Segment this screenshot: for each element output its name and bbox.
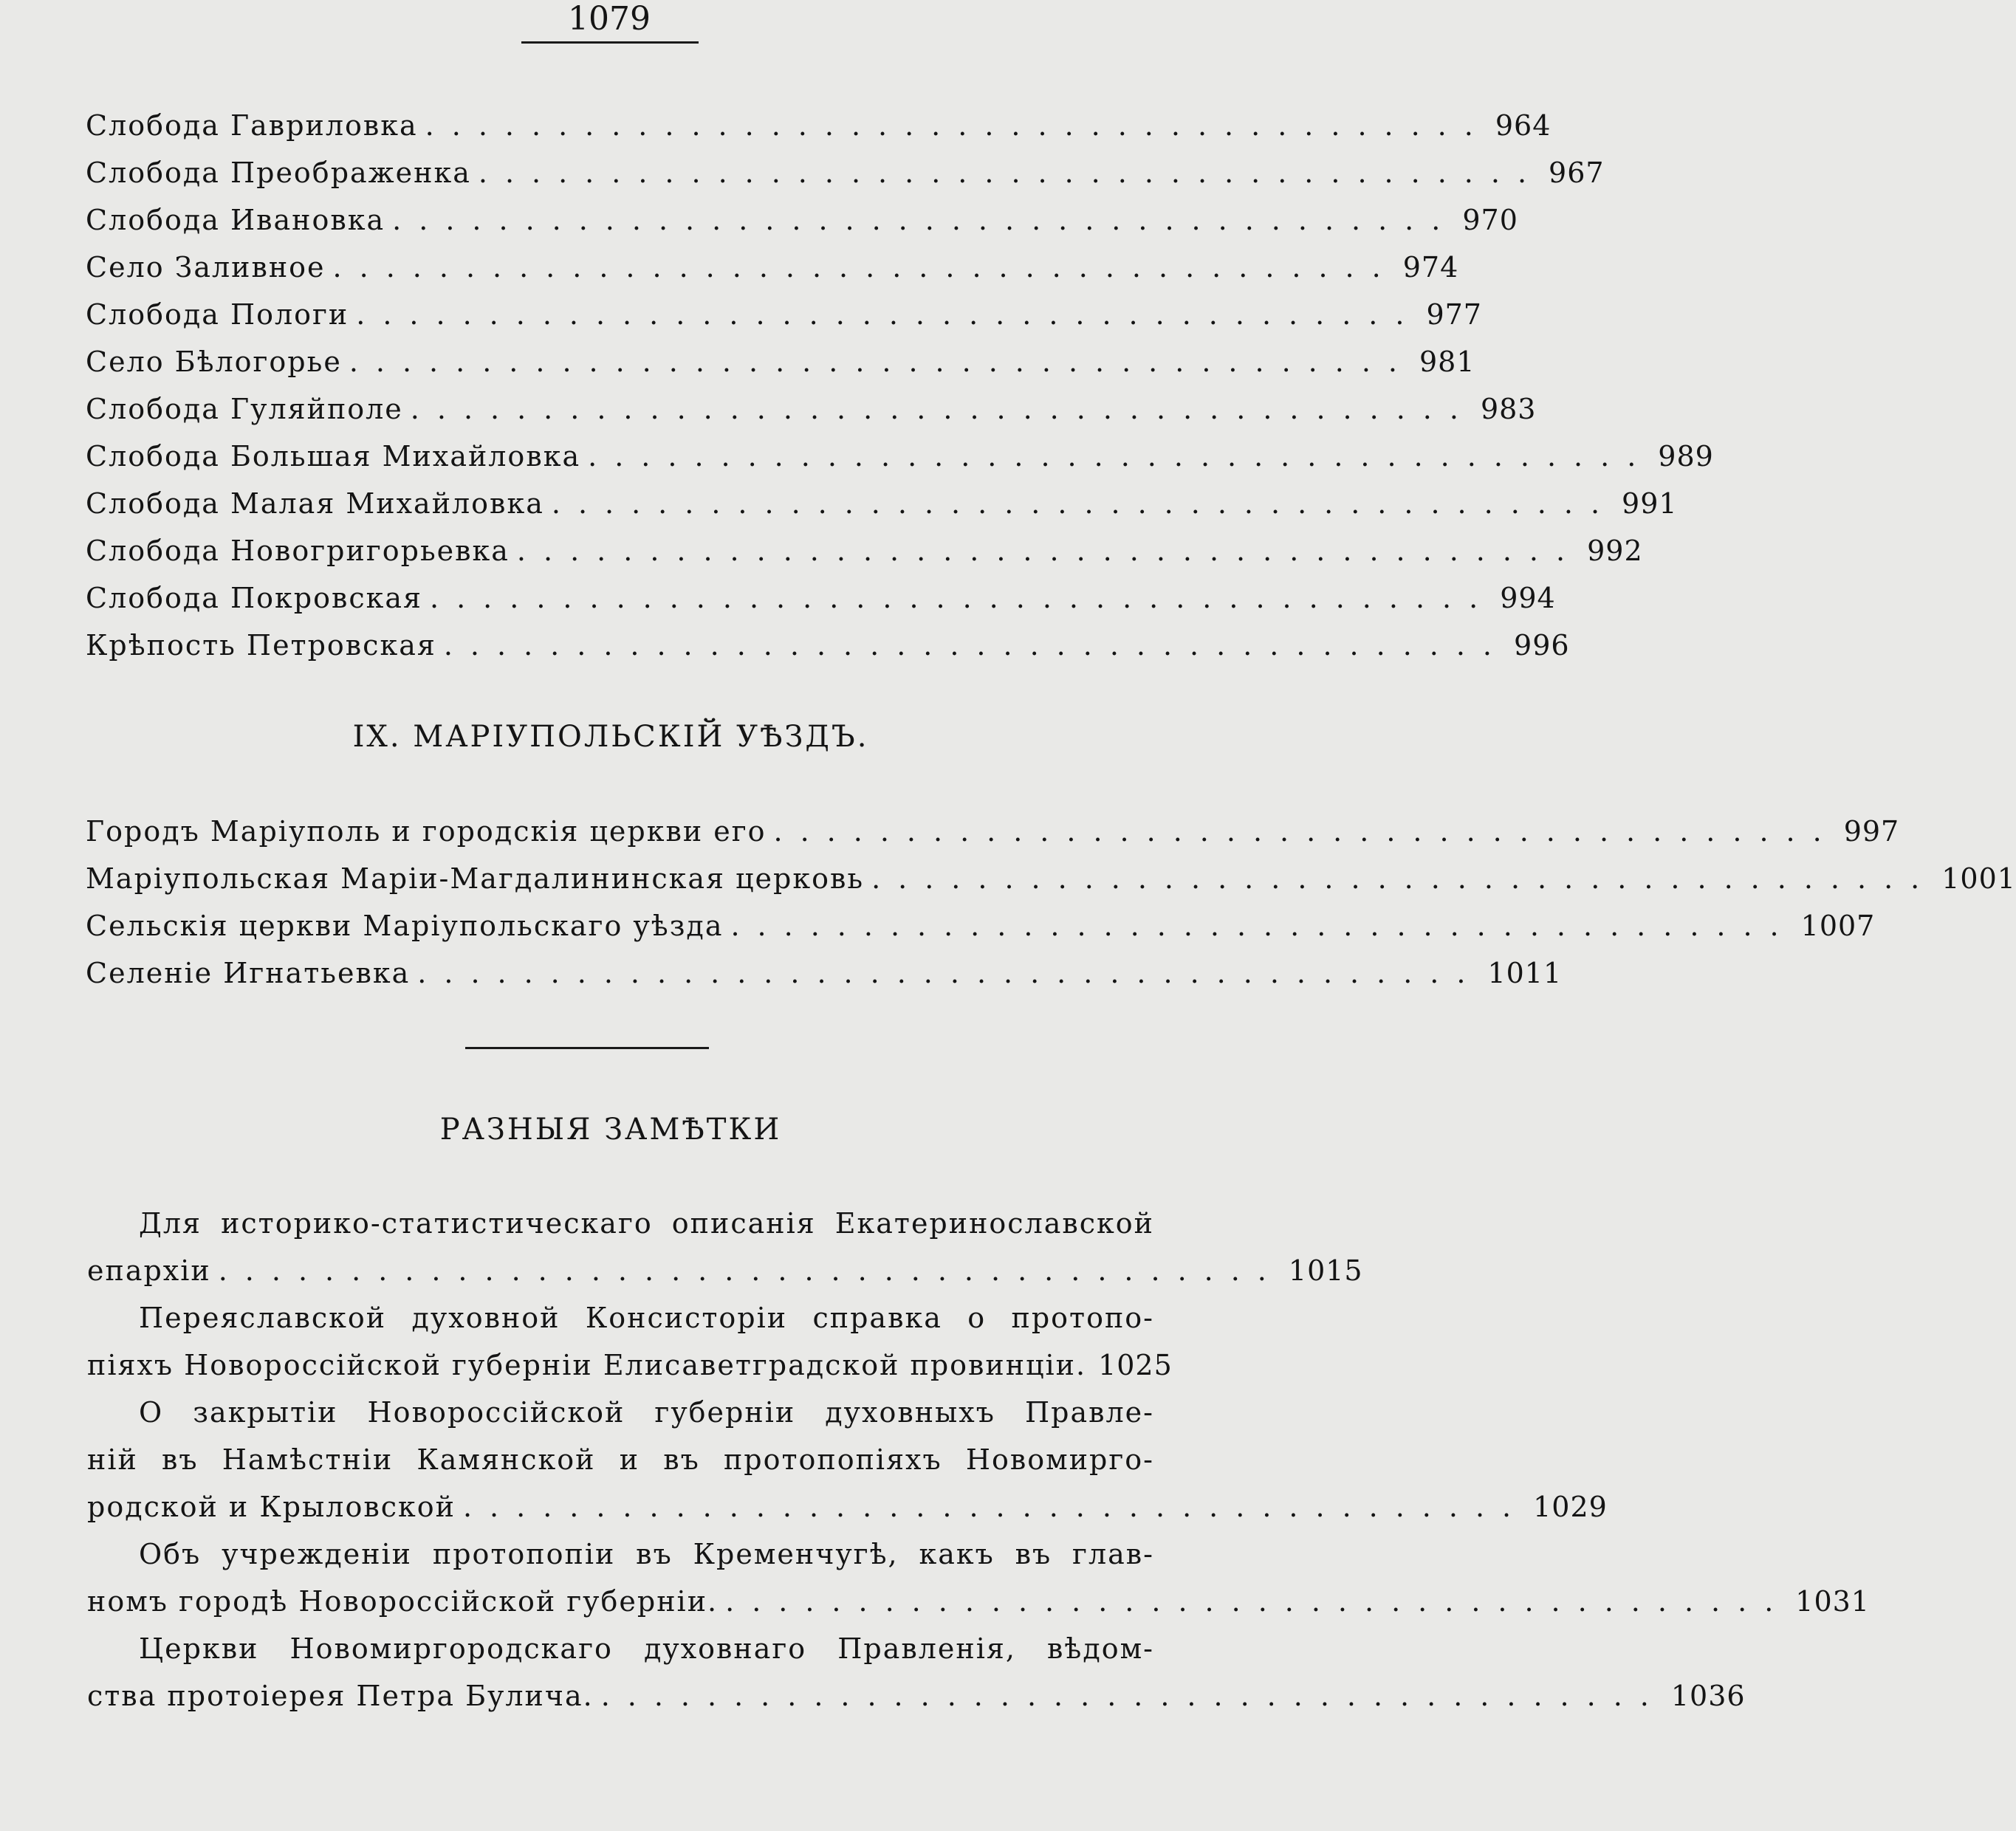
toc-section-list [86, 808, 2016, 997]
toc-entry [86, 808, 1900, 855]
toc-entry [86, 102, 1552, 149]
toc-entry-page: 983 [1480, 393, 1537, 425]
dot-leader: ........................................ [425, 109, 1491, 142]
toc-entry-page: 977 [1426, 298, 1482, 331]
toc-entry-page: 970 [1462, 204, 1518, 236]
toc-entry-page: 964 [1495, 109, 1552, 142]
dot-leader: ........................................ [443, 629, 1510, 662]
dot-leader: ........................................ [725, 1585, 1792, 1618]
note-entry [87, 1200, 1363, 1294]
note-entry [87, 1389, 1608, 1531]
note-entry [87, 1531, 1870, 1625]
toc-upper-list [86, 102, 1714, 669]
note-entry-line: Для историко-статистическаго описанія Екатеринославской [139, 1207, 1154, 1240]
toc-entry-page: 997 [1843, 815, 1900, 848]
toc-entry [86, 480, 1678, 527]
toc-entry-page: 1011 [1487, 957, 1563, 989]
toc-entry [86, 385, 1537, 433]
dot-leader: ........................................ [600, 1680, 1667, 1712]
toc-entry [86, 244, 1459, 291]
dot-leader: ........................................ [588, 440, 1654, 473]
toc-entry-title: Слобода Преображенка [86, 157, 471, 189]
toc-entry [86, 149, 1605, 196]
toc-entry-title: Маріупольская Маріи-Магдалининская церковь [86, 862, 865, 895]
note-entry [87, 1625, 1746, 1720]
dot-leader: ........................................ [392, 204, 1458, 236]
dot-leader: ........................................ [730, 910, 1797, 942]
dot-leader: ........................................ [462, 1491, 1529, 1523]
note-entry-title-end: ства протоіерея Петра Булича. [87, 1680, 594, 1712]
dot-leader: ........................................ [773, 815, 1840, 848]
note-entry-page: 1029 [1533, 1491, 1608, 1523]
toc-entry-title: Городъ Маріуполь и городскія церкви его [86, 815, 767, 848]
toc-entry [86, 622, 1570, 669]
note-entry-page: 1031 [1795, 1585, 1870, 1618]
section-divider [465, 1047, 709, 1049]
toc-entry-page: 991 [1622, 487, 1678, 520]
toc-entry-title: Слобода Гуляйполе [86, 393, 403, 425]
toc-entry-title: Слобода Малая Михайловка [86, 487, 544, 520]
toc-entry-title: Слобода Покровская [86, 582, 423, 614]
dot-leader: ........................................ [551, 487, 1618, 520]
toc-entry-title: Слобода Большая Михайловка [86, 440, 581, 473]
dot-leader: ........................................ [356, 298, 1422, 331]
note-entry-title-end: епархіи [87, 1254, 211, 1287]
toc-entry-page: 981 [1419, 346, 1475, 378]
note-entry-line: Переяславской духовной Консисторіи справка о протопо- [139, 1302, 1154, 1334]
toc-entry-page: 989 [1658, 440, 1714, 473]
dot-leader: ........................................ [417, 957, 1484, 989]
page-number-rule [521, 41, 699, 44]
note-entry-last-line [87, 1483, 1608, 1531]
note-entry-title-end: родской и Крыловской [87, 1491, 456, 1523]
dot-leader: ........................................ [332, 251, 1399, 284]
toc-entry-title: Сельскія церкви Маріупольскаго уѣзда [86, 910, 724, 942]
note-entry-page: 1015 [1288, 1254, 1363, 1287]
toc-entry [86, 338, 1475, 385]
toc-entry [86, 949, 1563, 997]
page-number: 1079 [568, 0, 651, 38]
toc-entry-page: 994 [1500, 582, 1556, 614]
toc-entry [86, 855, 2016, 902]
note-entry-page: 1036 [1670, 1680, 1746, 1712]
toc-entry-title: Слобода Гавриловка [86, 109, 418, 142]
toc-entry [86, 527, 1643, 574]
note-entry-last-line [87, 1672, 1746, 1720]
dot-leader: ........................................ [871, 862, 1938, 895]
toc-entry-page: 992 [1587, 535, 1643, 567]
toc-entry [86, 196, 1518, 244]
notes-heading: РАЗНЫЯ ЗАМѢТКИ [439, 1113, 782, 1147]
section-heading: IX. МАРІУПОЛЬСКІЙ УѢЗДЪ. [352, 720, 869, 754]
note-entry-last-line [87, 1247, 1363, 1294]
toc-entry-title: Слобода Новогригорьевка [86, 535, 510, 567]
toc-entry [86, 291, 1482, 338]
toc-entry-title: Крѣпость Петровская [86, 629, 436, 662]
note-entry-line: ній въ Намѣстніи Камянской и въ протопопіяхъ Новомирго- [87, 1443, 1154, 1476]
note-entry-title-end: номъ городѣ Новороссійской губерніи. [87, 1585, 719, 1618]
dot-leader: ........................................ [478, 157, 1545, 189]
toc-entry [86, 574, 1556, 622]
dot-leader: ........................................ [410, 393, 1476, 425]
toc-entry-title: Село Заливное [86, 251, 326, 284]
toc-entry-title: Слобода Ивановка [86, 204, 385, 236]
note-entry-last-line [87, 1578, 1870, 1625]
toc-entry-page: 996 [1514, 629, 1570, 662]
toc-entry-page: 1007 [1800, 910, 1876, 942]
dot-leader: ........................................ [430, 582, 1496, 614]
toc-entry-title: Слобода Пологи [86, 298, 349, 331]
toc-entry [86, 433, 1714, 480]
toc-entry-page: 1001 [1941, 862, 2016, 895]
note-entry-line: Церкви Новомиргородскаго духовнаго Правленія, вѣдом- [139, 1632, 1154, 1665]
dot-leader: ........................................ [349, 346, 1415, 378]
note-entry-line: О закрытіи Новороссійской губерніи духовныхъ Правле- [139, 1396, 1154, 1429]
note-entry-title-end: піяхъ Новороссійской губерніи Елисаветградской провинціи. [87, 1349, 1087, 1381]
toc-entry-title: Село Бѣлогорье [86, 346, 342, 378]
toc-entry-page: 967 [1549, 157, 1605, 189]
note-entry-line: Объ учрежденіи протопопіи въ Кременчугѣ, какъ въ глав- [139, 1538, 1154, 1570]
note-entry-page: 1025 [1098, 1349, 1173, 1381]
dot-leader: ........................................ [516, 535, 1583, 567]
note-entry-last-line [87, 1342, 1173, 1389]
toc-entry-title: Селеніе Игнатьевка [86, 957, 411, 989]
notes-list [87, 1200, 1870, 1720]
toc-entry [86, 902, 1876, 949]
toc-entry-page: 974 [1402, 251, 1459, 284]
note-entry [87, 1294, 1173, 1389]
dot-leader: ........................................ [218, 1254, 1284, 1287]
